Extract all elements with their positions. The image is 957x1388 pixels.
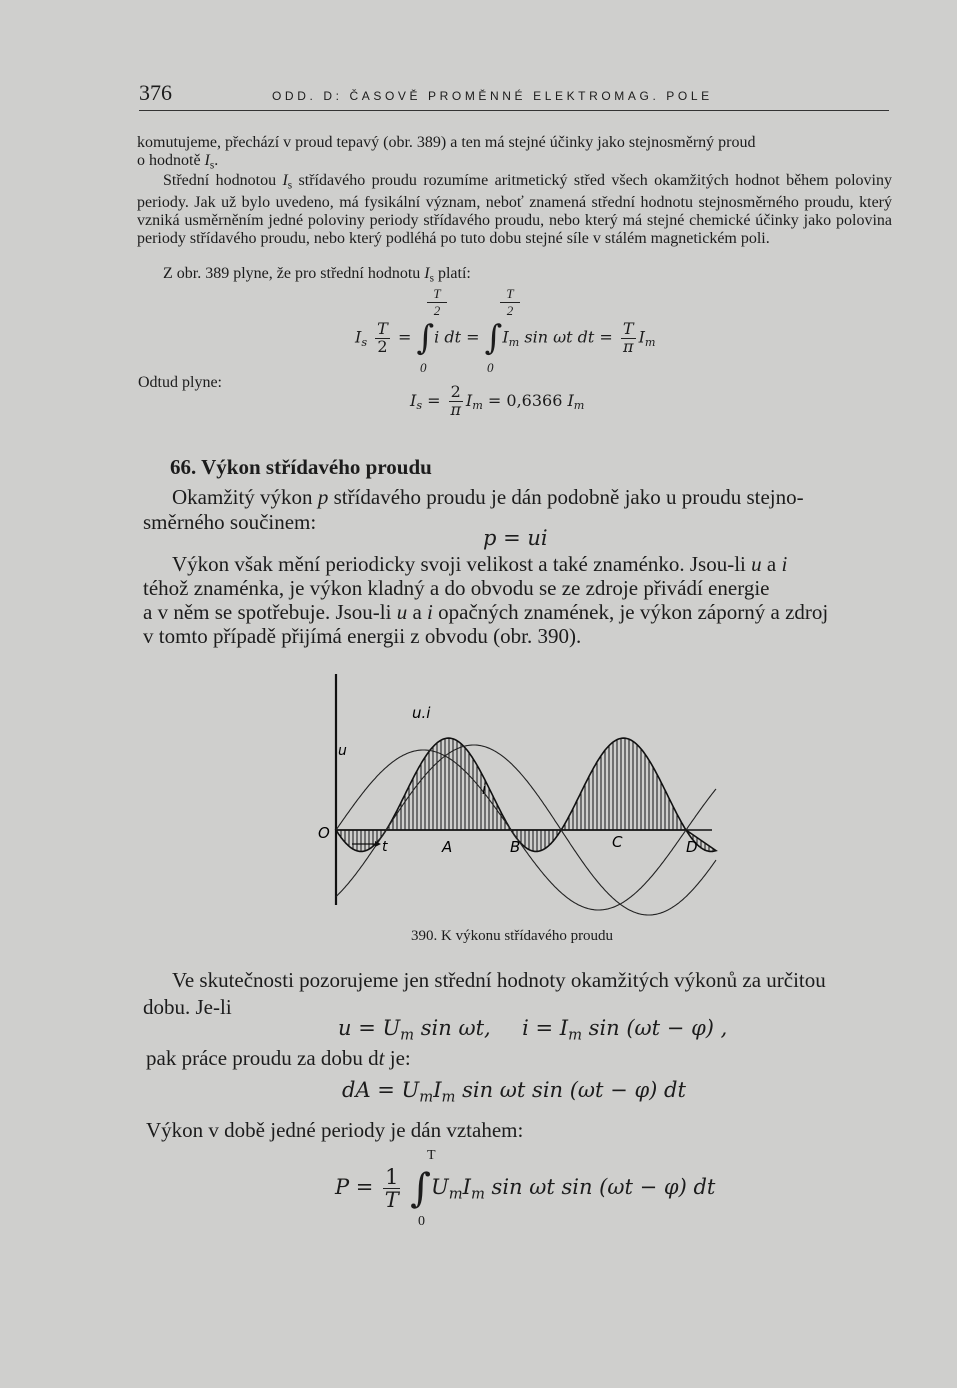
int1-upper-limit: T 2 xyxy=(427,286,447,319)
frac-T-over-pi: $\frac{T}{\pi}$ xyxy=(622,318,634,356)
equation-P: P = $\frac{1}{T}$ $\int U_mI_m$ sin ωt sin (ωt − φ) dt xyxy=(335,1165,716,1213)
equation-p-ui: p = ui xyxy=(483,526,548,550)
equation-mean-value: $I_s$ = $\frac{2}{\pi}$ $I_m = 0,6366$ $I_m$ xyxy=(410,382,585,419)
body-p2-line2: téhož znaménka, je výkon kladný a do obvodu se ze zdroje přivádí energie xyxy=(143,576,770,600)
intro-line-1: komutujeme, přechází v proud tepavý (obr. 389) a ten má stejné účinky jako stejnosměrný proud xyxy=(137,134,756,151)
body-p2-line1: Výkon však mění periodicky svoji velikost a také znaménko. Jsou-li u a i xyxy=(172,552,788,576)
intP-lower-limit: 0 xyxy=(418,1214,425,1229)
label-D: D xyxy=(686,838,698,856)
power-positive-lobe-2 xyxy=(561,738,686,830)
after-line1: Ve skutečnosti pozorujeme jen střední hodnoty okamžitých výkonů za určitou xyxy=(172,968,826,992)
running-title: ODD. D: ČASOVĚ PROMĚNNÉ ELEKTROMAG. POLE xyxy=(272,89,713,103)
body-p2-line3: a v něm se spotřebuje. Jsou-li u a i opačných znamének, je výkon záporný a zdroj xyxy=(143,600,829,624)
integral-sign-2: ∫ xyxy=(484,318,503,358)
int2-lower-limit: 0 xyxy=(487,360,494,375)
intro-paragraph-2-text: Střední hodnotou $I_s$ střídavého proudu rozumíme aritmetický střed všech okamžitých hodnot během poloviny periody. Jak už bylo uvedeno, má fysikální význam, neboť znamená střední hodnotu stejnosměrného proudu, který vzniká usměrněním jedné poloviny periody střídavého proudu, nebo který má stejné chemické účinky jako polovina periody střídavého proudu, nebo který podléhá po tuto dobu stejné síle v stálém magnetickém poli. xyxy=(137,172,892,248)
section-heading: 66. Výkon střídavého proudu xyxy=(170,455,432,479)
after-line2: dobu. Je-li xyxy=(143,995,232,1019)
int1-lower-limit: 0 xyxy=(420,360,427,375)
label-B: B xyxy=(510,838,521,856)
after-line3: pak práce proudu za dobu dt je: xyxy=(146,1046,411,1070)
label-i: i xyxy=(482,782,486,798)
power-positive-lobe-1 xyxy=(386,738,511,830)
body-p1-line1: Okamžitý výkon p střídavého proudu je dán podobně jako u proudu stejno- xyxy=(172,485,804,509)
equation-1-main: $I_s$ $\frac{T}{2}$ = ∫i dt = $\int I_m$ sin ωt dt = $\frac{T}{\pi}$ $I_m$ xyxy=(355,318,656,358)
label-ui: u.i xyxy=(412,704,431,722)
frac-1-over-T: $\frac{1}{T}$ xyxy=(384,1165,399,1213)
intro-paragraph-1 xyxy=(137,134,892,174)
intro-paragraph-2 xyxy=(137,172,892,248)
after-line4: Výkon v době jedné periody je dán vztahem: xyxy=(146,1118,524,1142)
body-p1-line2: směrného součinem: xyxy=(143,510,317,534)
label-C: C xyxy=(612,833,623,851)
intro-paragraph-3: Z obr. 389 plyne, že pro střední hodnotu $I_s$ platí: xyxy=(163,265,471,285)
equation-u-i-definitions: $u = U_m$ sin ωt, $i = I_m$ sin (ωt − φ) , xyxy=(338,1016,728,1044)
integral-sign-P: ∫ xyxy=(410,1165,431,1212)
intP-upper-limit: T xyxy=(427,1148,436,1163)
odtud-plyne-label: Odtud plyne: xyxy=(138,374,222,391)
label-A: A xyxy=(442,838,453,856)
body-p2-line4: v tomto případě přijímá energii z obvodu (obr. 390). xyxy=(143,624,582,648)
integral-sign-1: ∫ xyxy=(416,318,435,358)
intro-line-2: o hodnotě $I_s$. xyxy=(137,152,219,172)
page-number: 376 xyxy=(139,80,172,105)
int2-upper-limit: T 2 xyxy=(500,286,520,319)
figure-caption: 390. K výkonu střídavého proudu xyxy=(411,928,614,944)
label-u: u xyxy=(338,743,347,759)
label-origin: O xyxy=(318,824,330,842)
figure-power-waveform xyxy=(300,660,740,920)
frac-2-over-pi: $\frac{2}{\pi}$ xyxy=(450,382,462,419)
header-rule xyxy=(139,110,889,111)
equation-dA: dA = $U_mI_m$ sin ωt sin (ωt − φ) dt xyxy=(342,1078,686,1106)
label-t: t xyxy=(382,839,388,855)
frac-T-over-2: $\frac{T}{2}$ xyxy=(377,318,388,356)
